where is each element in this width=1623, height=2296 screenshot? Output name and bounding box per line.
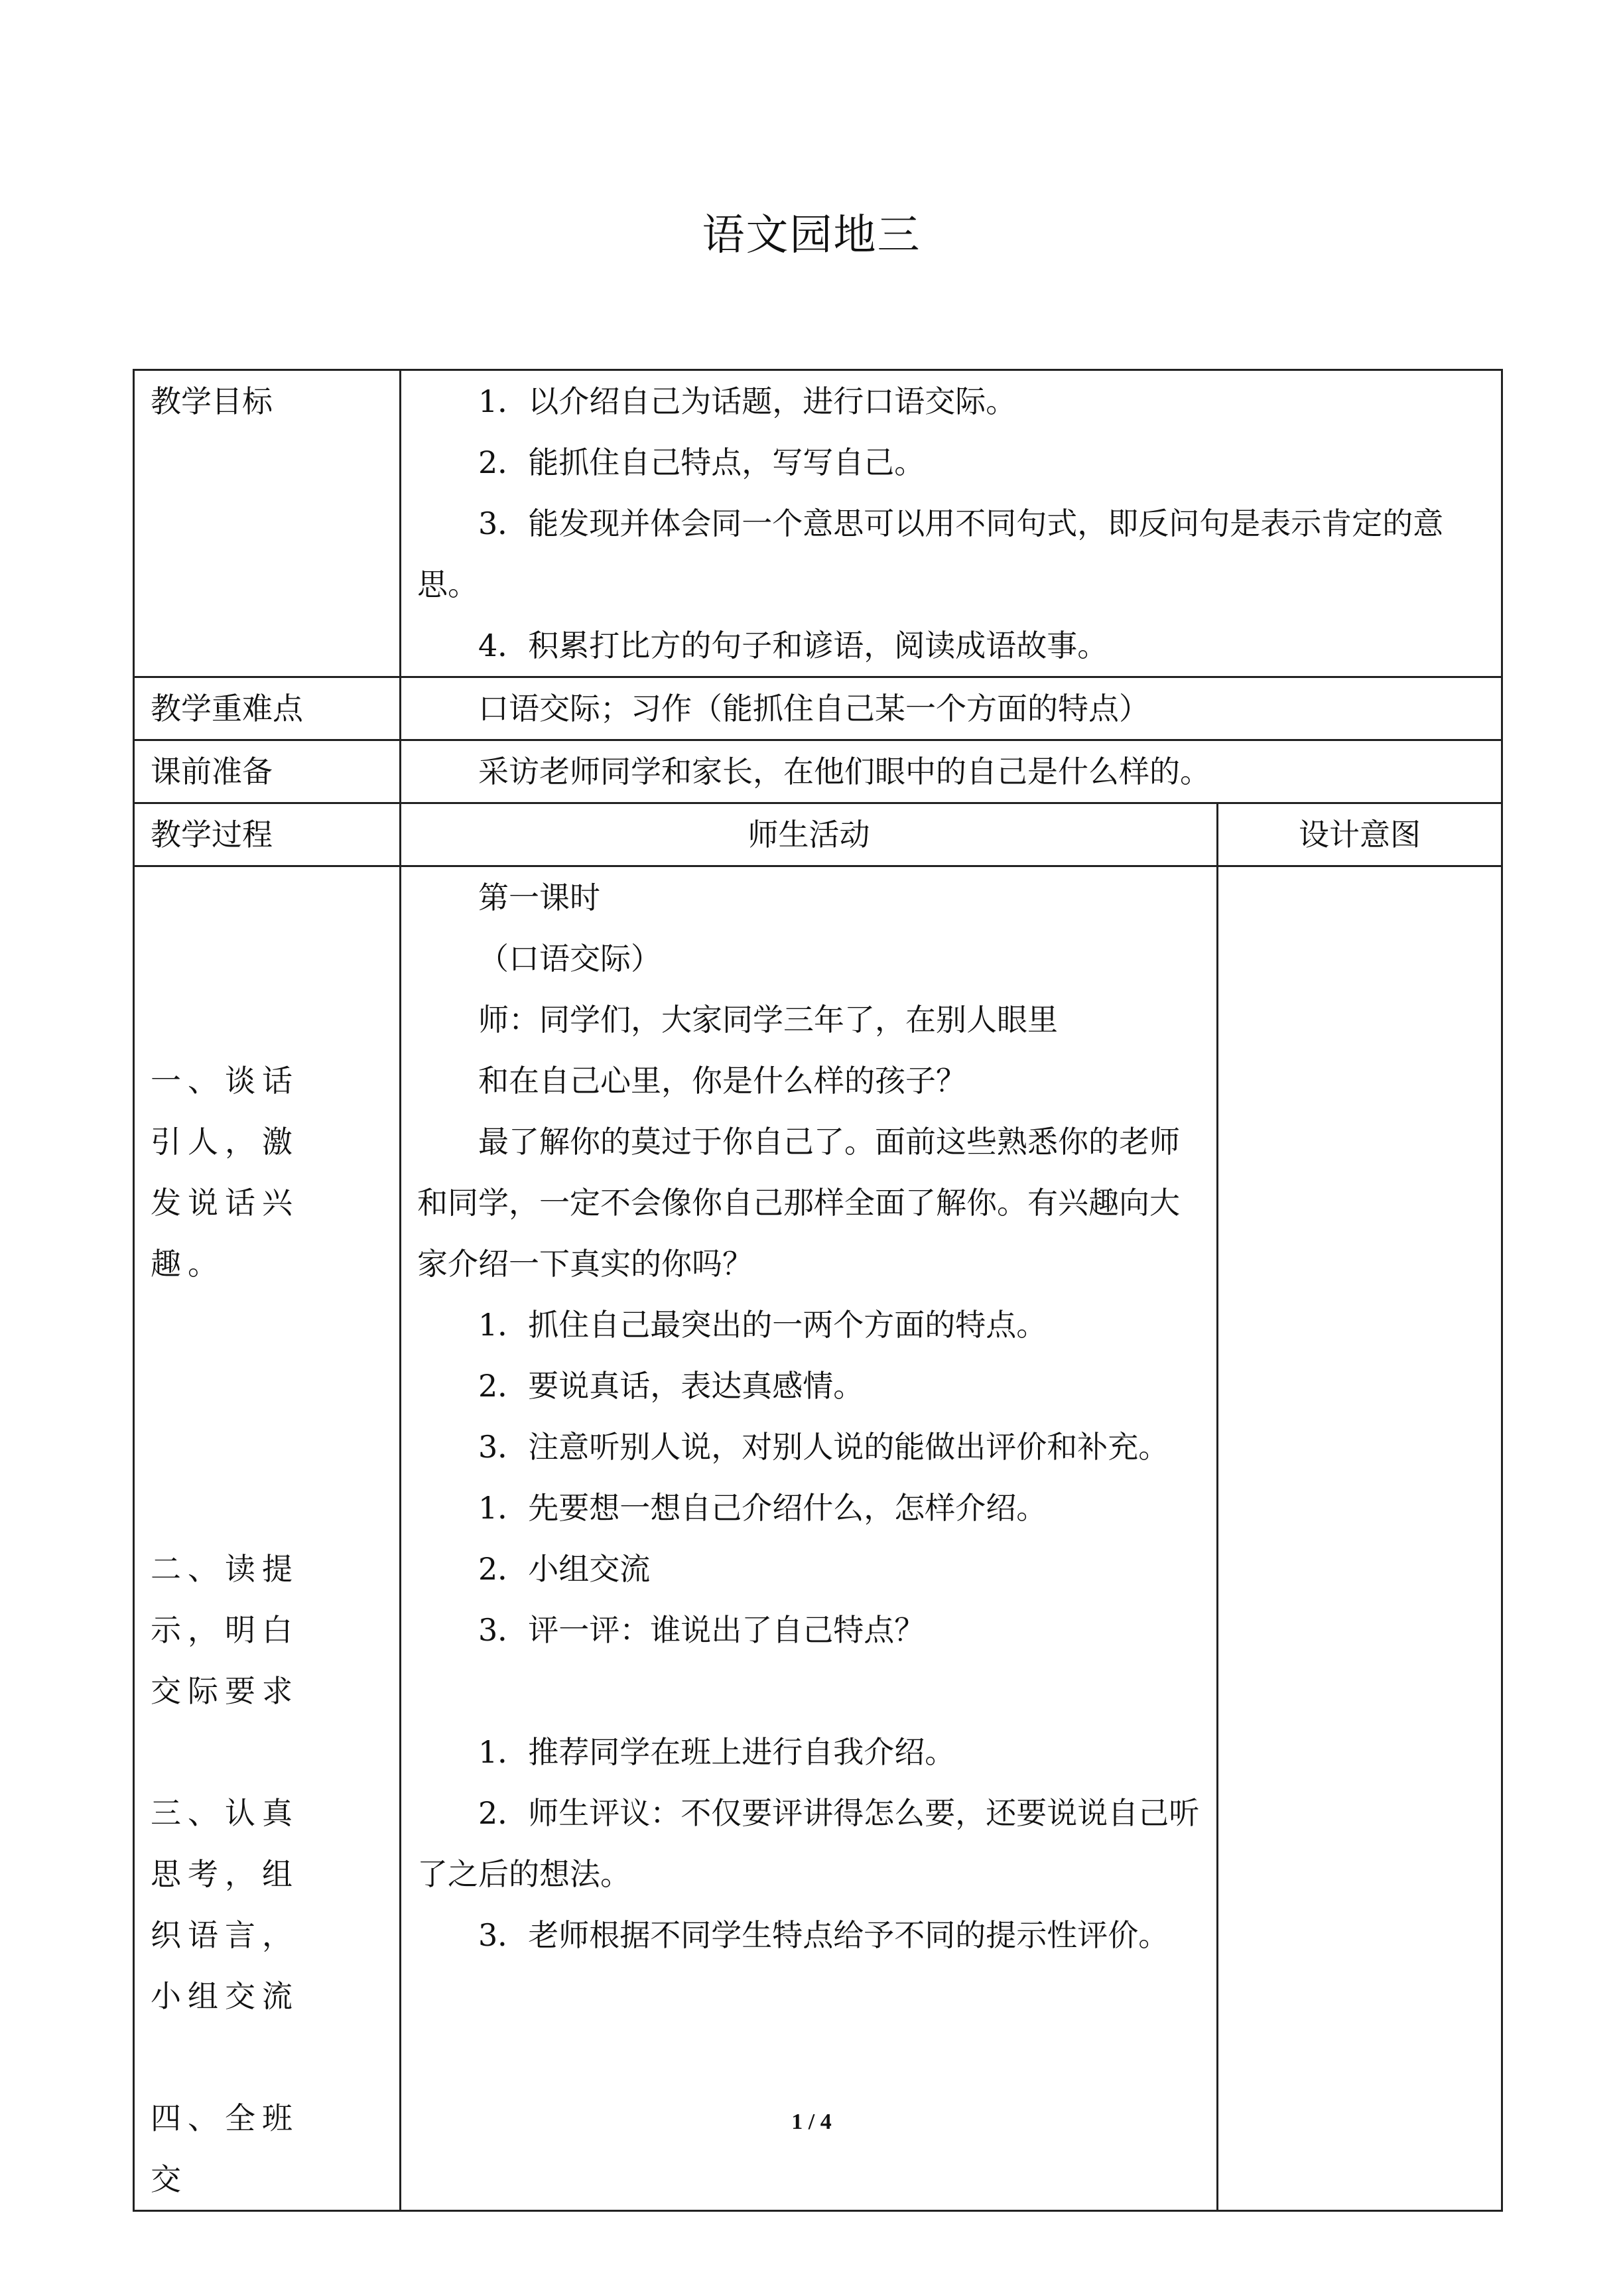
stage-1: 一、谈话引人，激发说话兴趣。: [151, 1063, 299, 1282]
prep-text: 采访老师同学和家长，在他们眼中的自己是什么样的。: [478, 754, 1210, 789]
activity-line: 2．小组交流: [478, 1551, 651, 1587]
activity-line: 1．推荐同学在班上进行自我介绍。: [478, 1734, 956, 1770]
activity-line: 3．评一评：谁说出了自己特点？: [478, 1612, 925, 1648]
difficulty-text: 口语交际；习作（能抓住自己某一个方面的特点）: [478, 691, 1149, 726]
activity-line: 1．抓住自己最突出的一两个方面的特点。: [478, 1307, 1047, 1343]
activity-line: 3．老师根据不同学生特点给予不同的提示性评价。: [478, 1917, 1169, 1953]
activity-line: 第一课时: [478, 880, 600, 915]
header-intent: 设计意图: [1218, 803, 1502, 866]
header-process: 教学过程: [134, 803, 401, 866]
prep-content: [401, 740, 1502, 803]
activity-line: 1．先要想一想自己介绍什么，怎样介绍。: [478, 1490, 1047, 1526]
activity-line: 师：同学们，大家同学三年了，在别人眼里: [478, 1002, 1058, 1038]
activity-cell: [401, 866, 1218, 2211]
page-title: 语文园地三: [702, 211, 921, 260]
row-process: [134, 866, 1502, 2211]
lesson-plan-table: [133, 369, 1503, 2212]
goal-item: 2．能抓住自己特点，写写自己。: [478, 444, 925, 480]
goal-item: 4．积累打比方的句子和谚语，阅读成语故事。: [478, 628, 1108, 663]
activity-line: 3．注意听别人说，对别人说的能做出评价和补充。: [478, 1429, 1169, 1465]
page-number: 1 / 4: [791, 2110, 832, 2134]
stage-2: 二、读提示，明白交际要求: [151, 1551, 299, 1709]
goal-item: 1．以介绍自己为话题，进行口语交际。: [478, 383, 1017, 419]
difficulty-content: [401, 677, 1502, 740]
goals-label: 教学目标: [134, 370, 401, 677]
activity-line: （口语交际）: [478, 941, 661, 977]
header-activity: 师生活动: [401, 803, 1218, 866]
row-difficulty: [134, 677, 1502, 740]
goals-content: [401, 370, 1502, 677]
difficulty-label: 教学重难点: [134, 677, 401, 740]
row-header: [134, 803, 1502, 866]
stage-3: 三、认真思考，组织语言，小组交流: [151, 1795, 299, 2014]
goal-item: 3．能发现并体会同一个意思可以用不同句式，即反问句是表示肯定的意思。: [417, 506, 1444, 602]
activity-line: 和在自己心里，你是什么样的孩子？: [478, 1063, 966, 1099]
stages-cell: [134, 866, 401, 2211]
row-prep: [134, 740, 1502, 803]
activity-line: 最了解你的莫过于你自己了。面前这些熟悉你的老师和同学，一定不会像你自己那样全面了解你。有兴趣向大家介绍一下真实的你吗？: [417, 1124, 1180, 1282]
stage-4: 四、全班交: [151, 2100, 299, 2197]
intent-cell: [1218, 866, 1502, 2211]
activity-line: 2．要说真话，表达真感情。: [478, 1368, 864, 1404]
row-goals: [134, 370, 1502, 677]
prep-label: 课前准备: [134, 740, 401, 803]
activity-line: 2．师生评议：不仅要评讲得怎么要，还要说说自己听了之后的想法。: [417, 1795, 1200, 1892]
